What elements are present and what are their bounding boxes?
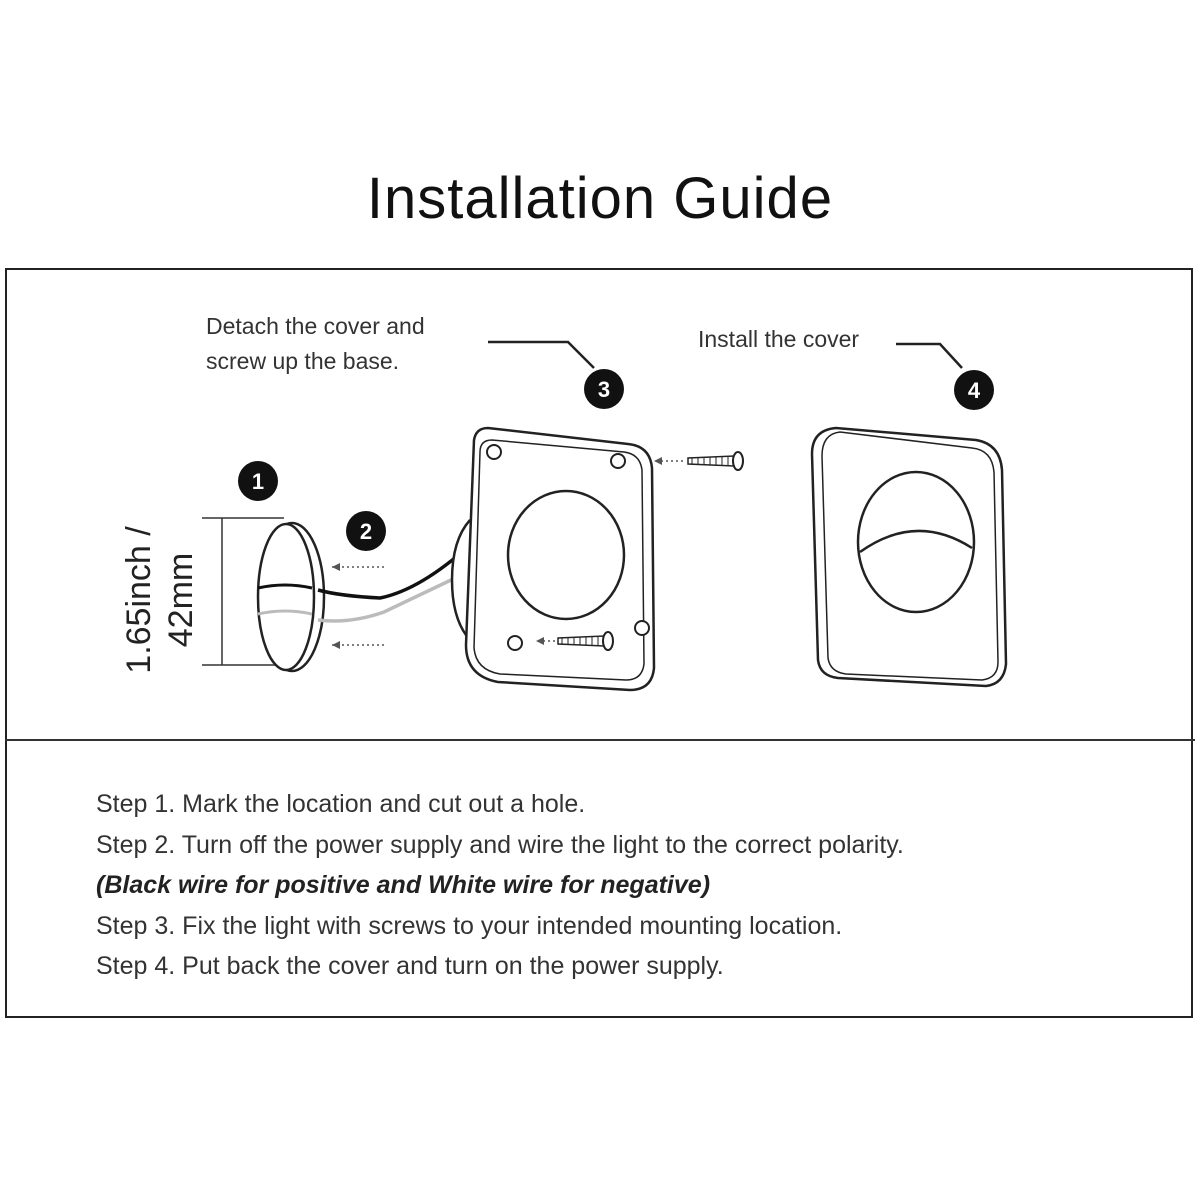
wire-insertion-arrows — [332, 567, 385, 645]
detach-label-line1: Detach the cover and — [206, 313, 425, 339]
step-2-text: Step 2. Turn off the power supply and wire the light to the correct polarity. — [96, 830, 904, 859]
step-marker-1-label: 1 — [251, 469, 265, 494]
light-cover — [812, 428, 1006, 686]
step-marker-2 — [346, 511, 386, 551]
step-3-text: Step 3. Fix the light with screws to your intended mounting location. — [96, 911, 843, 940]
dimension-line1: 1.65inch / — [120, 526, 158, 674]
step-marker-1 — [238, 461, 278, 501]
step-marker-3 — [584, 369, 624, 409]
page-title: Installation Guide — [366, 166, 834, 231]
detach-label-line2: screw up the base. — [206, 348, 400, 374]
install-cover-label: Install the cover — [698, 326, 860, 352]
leader-line-4 — [896, 344, 962, 368]
dimension-label — [120, 526, 200, 674]
step-marker-2-label: 2 — [359, 519, 373, 544]
step-4-text: Step 4. Put back the cover and turn on the power supply. — [96, 952, 724, 980]
dimension-line2: 42mm — [162, 552, 200, 648]
step-marker-4-label: 4 — [967, 378, 981, 403]
step-marker-3-label: 3 — [597, 377, 611, 402]
leader-line-3 — [488, 342, 594, 368]
black-wire — [318, 545, 470, 598]
polarity-note: (Black wire for positive and White wire for negative) — [96, 871, 711, 899]
screw-top — [654, 452, 743, 470]
steps-list — [96, 784, 904, 987]
base-plate — [452, 428, 654, 690]
lens-disc — [258, 523, 324, 671]
step-marker-4 — [954, 370, 994, 410]
arrow-head-bottom — [332, 641, 340, 649]
step-1-text: Step 1. Mark the location and cut out a hole. — [96, 790, 586, 818]
arrow-head-top — [332, 563, 340, 571]
